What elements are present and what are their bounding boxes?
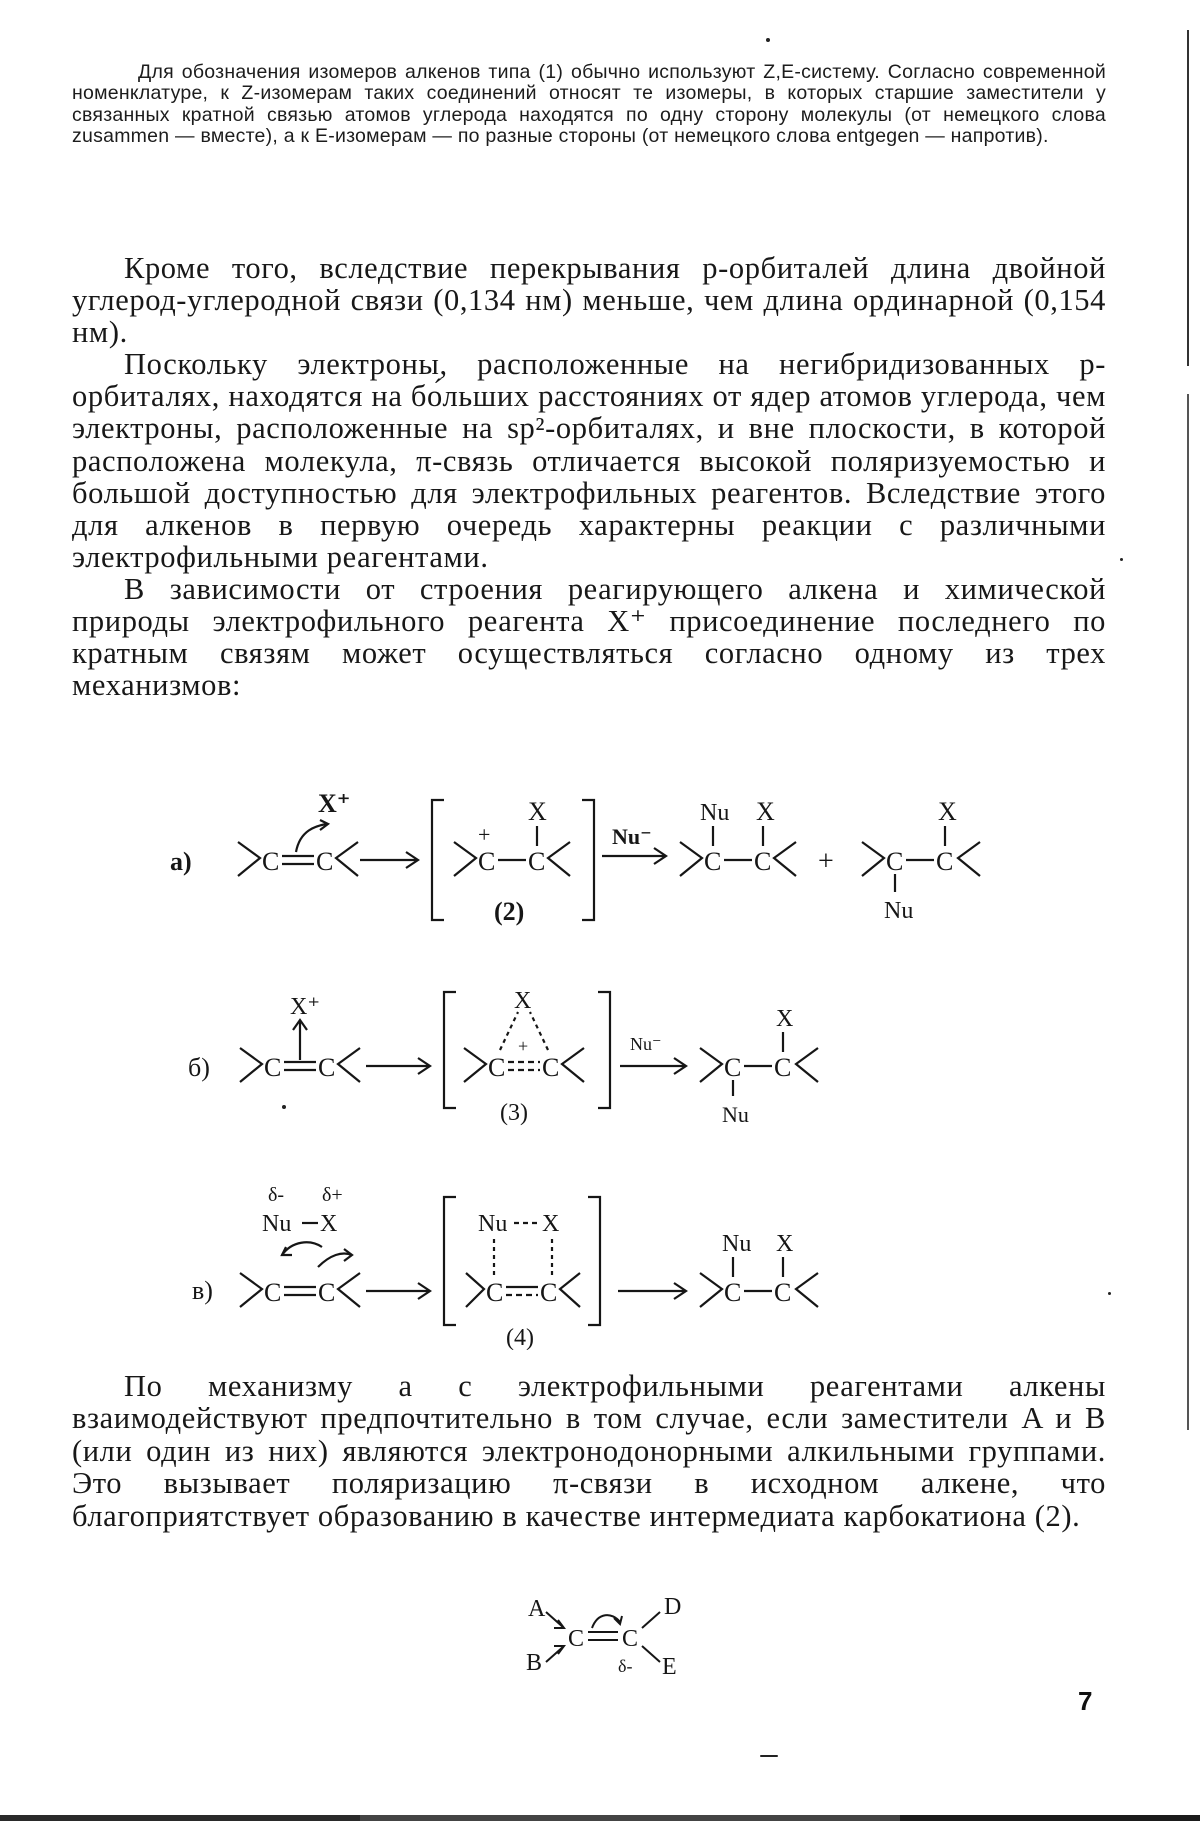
scan-mark xyxy=(760,1755,778,1757)
carbon-atom: C xyxy=(774,1278,792,1307)
scheme-c-label: в) xyxy=(192,1276,213,1305)
carbon-atom: C xyxy=(568,1626,585,1652)
inductive-arrow xyxy=(546,1612,564,1628)
x-substituent: X xyxy=(528,797,547,826)
scheme-b-label: б) xyxy=(188,1053,210,1082)
right-bracket xyxy=(582,800,594,920)
reaction-arrow xyxy=(620,1058,686,1074)
reagent-x: X xyxy=(320,1211,338,1237)
double-bond xyxy=(284,1062,316,1070)
substituent-d: D xyxy=(664,1594,682,1620)
nucleophile-label: Nu⁻ xyxy=(612,824,652,849)
page-edge-line xyxy=(0,1815,1200,1821)
reagent-nu: Nu xyxy=(262,1211,292,1237)
carbon-atom: C xyxy=(886,847,904,876)
left-substituent-bonds xyxy=(238,842,260,876)
intermediate-label: (2) xyxy=(494,897,525,926)
delta-minus: δ- xyxy=(268,1184,285,1206)
electron-shift-arrow xyxy=(282,1242,322,1255)
carbon-atom: C xyxy=(318,1053,336,1082)
positive-charge: + xyxy=(518,1036,529,1056)
carbon-atom: C xyxy=(774,1053,792,1082)
substituent-a: A xyxy=(528,1596,546,1622)
carbon-atom: C xyxy=(754,847,772,876)
carbon-atom: C xyxy=(264,1053,282,1082)
reaction-arrow xyxy=(618,1283,686,1299)
carbon-atom: C xyxy=(316,847,334,876)
scan-speck xyxy=(1120,558,1123,561)
carbon-atom: C xyxy=(264,1278,282,1307)
carbon-atom: C xyxy=(724,1278,742,1307)
nu-substituent: Nu xyxy=(722,1231,752,1257)
reaction-arrow xyxy=(602,848,666,864)
x-substituent: X xyxy=(938,797,957,826)
x-substituent: X xyxy=(756,797,775,826)
scan-speck xyxy=(1108,1292,1111,1295)
intermediate-label: (4) xyxy=(506,1325,534,1350)
delta-plus: δ+ xyxy=(322,1184,343,1206)
substituent-e: E xyxy=(662,1654,677,1680)
inductive-arrow xyxy=(546,1646,564,1662)
x-substituent: X xyxy=(776,1231,794,1257)
nu-substituent: Nu xyxy=(700,800,730,826)
right-bracket xyxy=(588,1197,600,1325)
carbon-atom: C xyxy=(486,1278,504,1307)
substituent-b: B xyxy=(526,1650,543,1676)
paragraph-bond-length: Кроме того, вследствие перекрывания p-орбиталей длина двойной углерод-углеродной связи (0,134 нм) меньше, чем длина ординарной (0,154 нм). xyxy=(72,251,1106,350)
cyclic-nu: Nu xyxy=(478,1211,508,1237)
page-number: 7 xyxy=(1078,1686,1093,1716)
left-bracket xyxy=(444,992,456,1108)
paragraph-pi-bond: Поскольку электроны, расположенные на негибридизованных p-орбиталях, находятся на бо́льших расстояниях от ядер атомов углерода, чем электроны, расположенные на sp²-орбиталях, и вне плоскости, в которой расположена молекула, π-связь отличается высокой поляризуемостью и большой доступностью для электрофильных реагентов. Вследствие этого для алкенов в первую очередь характерны реакции с различными электрофильными реагентами. xyxy=(72,347,1106,574)
delta-minus: δ- xyxy=(618,1656,633,1676)
reaction-arrow xyxy=(366,1283,430,1299)
closing-paragraph: По механизму a с электрофильными реагентами алкены взаимодействуют предпочтительно в том случае, если заместители A и B (или один из них) являются электронодонорными алкильными группами. Это вызывает поляризацию π-связи в исходном алкене, что благоприятствует образованию в качестве интермедиата карбокатиона (2). xyxy=(72,1369,1106,1533)
right-substituent-bonds xyxy=(336,842,358,876)
small-print-note xyxy=(72,62,1106,148)
reaction-arrow xyxy=(366,1058,430,1074)
left-bracket xyxy=(444,1197,456,1325)
positive-charge: + xyxy=(478,822,491,847)
carbon-atom: C xyxy=(262,847,280,876)
carbon-atom: C xyxy=(542,1053,560,1082)
mechanism-c-scheme xyxy=(0,1175,1200,1350)
electron-shift-arrow xyxy=(318,1254,352,1268)
alkene-polarization-formula xyxy=(0,1590,1200,1680)
carbon-atom: C xyxy=(528,847,546,876)
note-paragraph: Для обозначения изомеров алкенов типа (1) обычно используют Z,E-систему. Согласно современной номенклатуре, к Z-изомерам таких соединений относят те изомеры, в которых старшие заместители у связанных кратной связью атомов углерода находятся по одну сторону молекулы (от немецкого слова zusammen — вместе), а к E-изомерам — по разные стороны (от немецкого слова entgegen — напротив). xyxy=(72,61,1106,148)
mechanism-a-scheme xyxy=(0,780,1200,955)
pi-shift-arrow xyxy=(592,1615,620,1628)
nu-substituent: Nu xyxy=(722,1102,749,1127)
double-bond xyxy=(284,1287,316,1295)
mechanism-b-scheme xyxy=(0,980,1200,1130)
main-text xyxy=(72,252,1106,701)
closing-text xyxy=(72,1370,1106,1532)
right-bracket xyxy=(598,992,610,1108)
intermediate-label: (3) xyxy=(500,1100,528,1126)
electrophile-label: X⁺ xyxy=(318,789,351,818)
nu-substituent: Nu xyxy=(884,898,914,924)
carbon-atom: C xyxy=(488,1053,506,1082)
left-bracket xyxy=(432,800,444,920)
carbocation-carbon: C xyxy=(478,847,496,876)
electrophile-label: X⁺ xyxy=(290,994,320,1020)
double-bond xyxy=(282,856,314,864)
bridging-x: X xyxy=(514,988,532,1014)
pi-complex-arrow xyxy=(293,1020,307,1060)
scan-speck xyxy=(766,38,770,42)
carbon-atom: C xyxy=(724,1053,742,1082)
carbon-atom: C xyxy=(622,1626,639,1652)
carbon-atom: C xyxy=(704,847,722,876)
x-substituent: X xyxy=(776,1006,794,1032)
carbon-atom: C xyxy=(318,1278,336,1307)
scheme-a-label: а) xyxy=(170,847,192,876)
carbon-atom: C xyxy=(936,847,954,876)
partial-double-bond xyxy=(508,1062,540,1070)
reaction-arrow xyxy=(360,852,418,868)
carbon-atom: C xyxy=(540,1278,558,1307)
nucleophile-label: Nu⁻ xyxy=(630,1034,662,1054)
double-bond xyxy=(588,1632,618,1640)
forming-bonds xyxy=(494,1239,552,1275)
paragraph-mechanisms-intro: В зависимости от строения реагирующего алкена и химической природы электрофильного реагента X⁺ присоединение последнего по кратным связям может осуществляться согласно одному из трех механизмов: xyxy=(72,571,1106,703)
cyclic-x: X xyxy=(542,1211,560,1237)
scan-speck xyxy=(282,1105,286,1109)
plus-sign: + xyxy=(818,846,834,877)
